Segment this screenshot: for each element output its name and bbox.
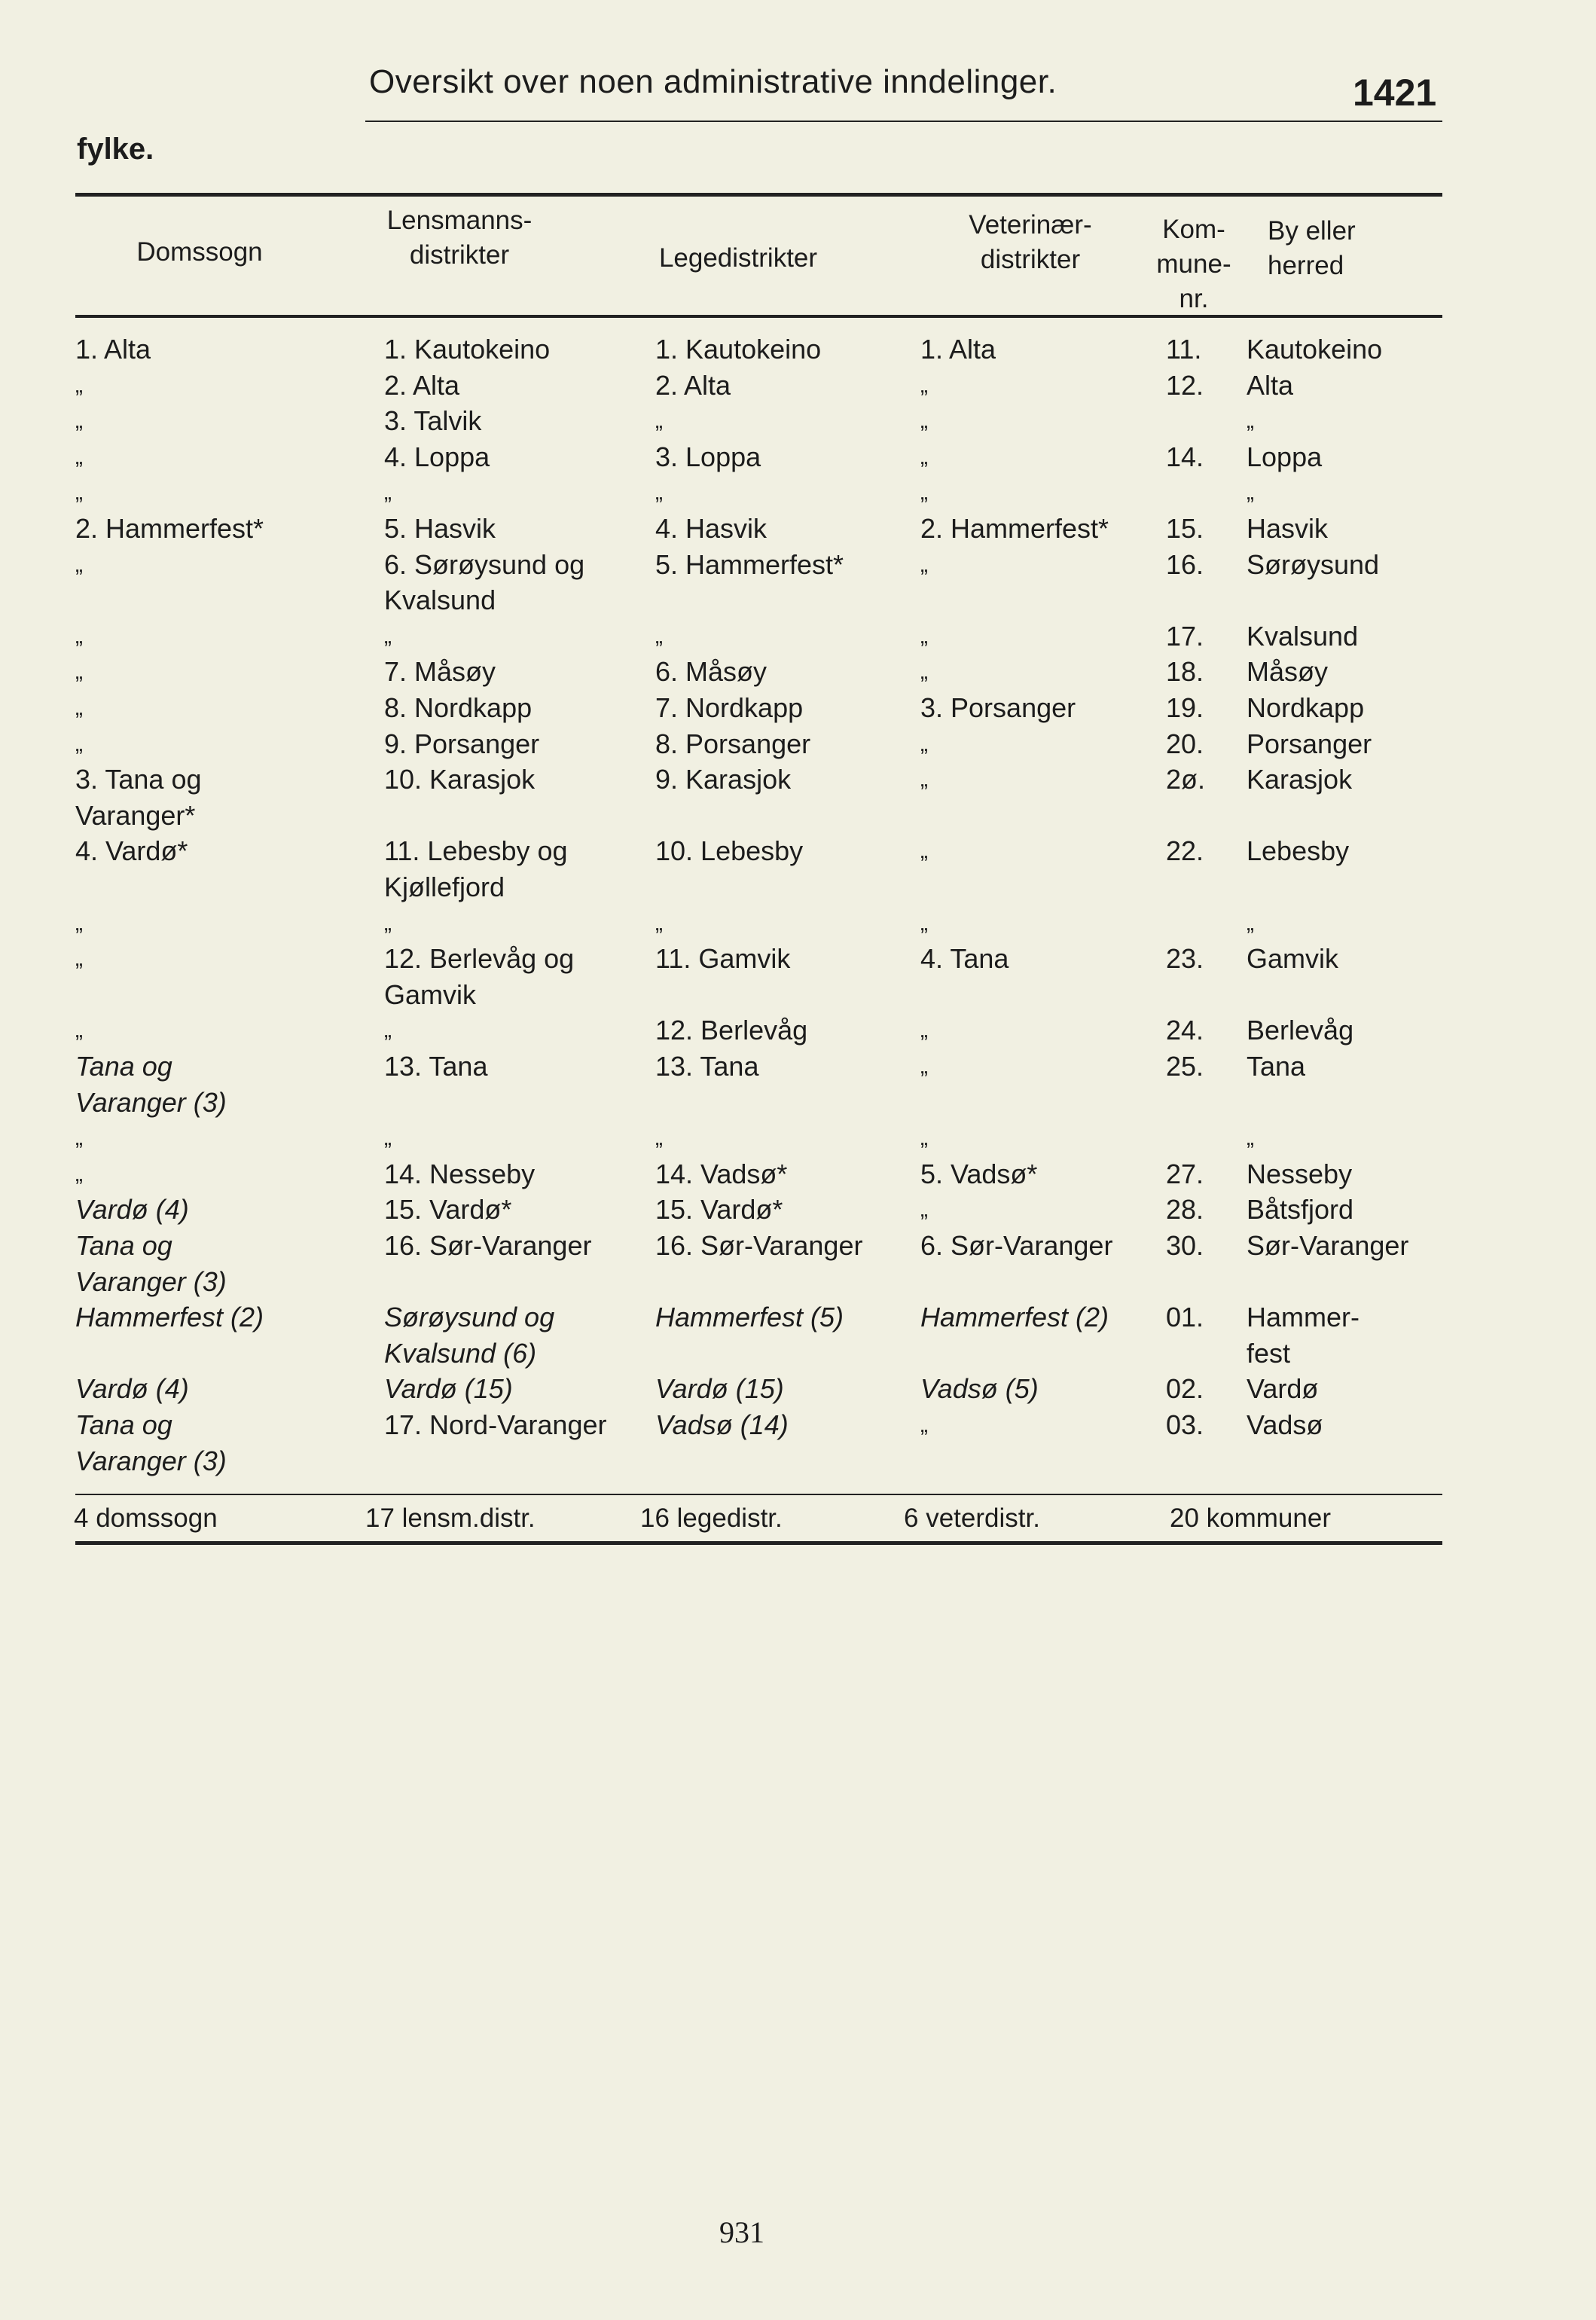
table-cell-domssogn: „ bbox=[75, 1018, 83, 1042]
table-cell-veterinaerdistrikt: „ bbox=[920, 911, 928, 936]
table-cell-legedistrikt: 9. Karasjok bbox=[655, 764, 792, 795]
table-cell-kommunenr: 11. bbox=[1166, 334, 1202, 365]
table-cell-lensmannsdistrikt: „ bbox=[384, 480, 392, 505]
table-cell-legedistrikt: 1. Kautokeino bbox=[655, 334, 822, 365]
table-cell-kommunenr: 20. bbox=[1166, 728, 1204, 759]
table-cell-by-eller-herred: Nesseby bbox=[1247, 1158, 1353, 1189]
table-cell-kommunenr: 03. bbox=[1166, 1409, 1204, 1440]
table-cell-domssogn: „ bbox=[75, 659, 83, 684]
table-cell-kommunenr: 19. bbox=[1166, 692, 1204, 723]
table-footer-rule bbox=[75, 1494, 1442, 1495]
table-cell-kommunenr: 24. bbox=[1166, 1015, 1204, 1046]
table-cell-domssogn: Vardø (4) bbox=[75, 1373, 189, 1404]
table-cell-by-eller-herred: Hammer- bbox=[1247, 1302, 1359, 1332]
table-cell-domssogn: Varanger (3) bbox=[75, 1266, 227, 1297]
table-cell-veterinaerdistrikt: „ bbox=[920, 1197, 928, 1222]
table-cell-domssogn: „ bbox=[75, 552, 83, 577]
table-cell-by-eller-herred: Måsøy bbox=[1247, 656, 1328, 687]
table-cell-lensmannsdistrikt: 6. Sørøysund og bbox=[384, 549, 585, 580]
table-cell-by-eller-herred: Karasjok bbox=[1247, 764, 1353, 795]
page-header-number: 1421 bbox=[1353, 72, 1437, 114]
column-header-by-eller-herred: By eller herred bbox=[1268, 216, 1356, 280]
table-cell-by-eller-herred: Vadsø bbox=[1247, 1409, 1323, 1440]
table-cell-by-eller-herred: Loppa bbox=[1247, 441, 1323, 472]
table-cell-lensmannsdistrikt: 12. Berlevåg og bbox=[384, 943, 575, 974]
table-cell-veterinaerdistrikt: 5. Vadsø* bbox=[920, 1158, 1038, 1189]
table-cell-legedistrikt: 3. Loppa bbox=[655, 441, 761, 472]
total-legedistrikter: 16 legedistr. bbox=[640, 1503, 783, 1533]
table-bottom-rule bbox=[75, 1541, 1442, 1545]
table-cell-lensmannsdistrikt: „ bbox=[384, 1018, 392, 1042]
table-cell-kommunenr: 25. bbox=[1166, 1051, 1204, 1082]
table-cell-veterinaerdistrikt: 3. Porsanger bbox=[920, 692, 1076, 723]
table-cell-by-eller-herred: Sør-Varanger bbox=[1247, 1230, 1409, 1261]
table-cell-lensmannsdistrikt: 14. Nesseby bbox=[384, 1158, 536, 1189]
table-cell-domssogn: 4. Vardø* bbox=[75, 835, 188, 866]
total-kommuner: 20 kommuner bbox=[1170, 1503, 1331, 1533]
table-cell-kommunenr: 27. bbox=[1166, 1158, 1204, 1189]
column-header-kommunenr: Kom- mune- nr. bbox=[1156, 215, 1231, 313]
table-cell-veterinaerdistrikt: „ bbox=[920, 1018, 928, 1042]
table-cell-veterinaerdistrikt: 2. Hammerfest* bbox=[920, 513, 1109, 544]
table-cell-veterinaerdistrikt: 6. Sør-Varanger bbox=[920, 1230, 1113, 1261]
table-cell-kommunenr: 15. bbox=[1166, 513, 1204, 544]
table-cell-veterinaerdistrikt: „ bbox=[920, 444, 928, 469]
total-veterinaerdistrikter: 6 veterdistr. bbox=[904, 1503, 1040, 1533]
table-cell-lensmannsdistrikt: 1. Kautokeino bbox=[384, 334, 551, 365]
table-cell-lensmannsdistrikt: 8. Nordkapp bbox=[384, 692, 533, 723]
table-cell-kommunenr: 01. bbox=[1166, 1302, 1204, 1332]
table-cell-domssogn: „ bbox=[75, 731, 83, 756]
table-cell-domssogn: Varanger* bbox=[75, 800, 196, 831]
table-cell-lensmannsdistrikt: Kjøllefjord bbox=[384, 872, 505, 902]
table-cell-lensmannsdistrikt: 4. Loppa bbox=[384, 441, 490, 472]
table-cell-lensmannsdistrikt: Kvalsund (6) bbox=[384, 1338, 537, 1369]
table-cell-kommunenr: 17. bbox=[1166, 621, 1204, 652]
table-cell-lensmannsdistrikt: 2. Alta bbox=[384, 370, 460, 401]
table-cell-by-eller-herred: „ bbox=[1247, 911, 1254, 936]
table-cell-legedistrikt: 15. Vardø* bbox=[655, 1194, 783, 1225]
table-cell-lensmannsdistrikt: 5. Hasvik bbox=[384, 513, 496, 544]
section-label: fylke. bbox=[77, 133, 154, 166]
table-cell-veterinaerdistrikt: „ bbox=[920, 373, 928, 398]
table-cell-legedistrikt: Vadsø (14) bbox=[655, 1409, 789, 1440]
table-cell-lensmannsdistrikt: „ bbox=[384, 911, 392, 936]
table-cell-by-eller-herred: Alta bbox=[1247, 370, 1294, 401]
table-cell-veterinaerdistrikt: „ bbox=[920, 1125, 928, 1150]
table-cell-legedistrikt: „ bbox=[655, 480, 663, 505]
table-cell-domssogn: „ bbox=[75, 408, 83, 433]
table-cell-legedistrikt: 13. Tana bbox=[655, 1051, 759, 1082]
table-cell-by-eller-herred: Vardø bbox=[1247, 1373, 1319, 1404]
table-cell-domssogn: 2. Hammerfest* bbox=[75, 513, 264, 544]
table-cell-veterinaerdistrikt: Vadsø (5) bbox=[920, 1373, 1039, 1404]
table-cell-by-eller-herred: Kautokeino bbox=[1247, 334, 1383, 365]
table-cell-kommunenr: 12. bbox=[1166, 370, 1204, 401]
table-cell-legedistrikt: „ bbox=[655, 1125, 663, 1150]
table-cell-lensmannsdistrikt: Vardø (15) bbox=[384, 1373, 513, 1404]
table-cell-kommunenr: 28. bbox=[1166, 1194, 1204, 1225]
table-cell-domssogn: „ bbox=[75, 1125, 83, 1150]
table-cell-veterinaerdistrikt: „ bbox=[920, 659, 928, 684]
table-cell-by-eller-herred: Lebesby bbox=[1247, 835, 1350, 866]
table-cell-lensmannsdistrikt: Kvalsund bbox=[384, 585, 496, 615]
table-cell-by-eller-herred: Gamvik bbox=[1247, 943, 1339, 974]
page-title: Oversikt over noen administrative inndelinger. bbox=[369, 63, 1057, 100]
table-cell-domssogn: 1. Alta bbox=[75, 334, 151, 365]
table-cell-lensmannsdistrikt: 11. Lebesby og bbox=[384, 835, 568, 866]
table-cell-domssogn: „ bbox=[75, 1162, 83, 1186]
column-header-veterinaerdistrikter: Veterinær- distrikter bbox=[969, 210, 1092, 274]
table-cell-veterinaerdistrikt: „ bbox=[920, 1054, 928, 1079]
table-cell-by-eller-herred: Kvalsund bbox=[1247, 621, 1359, 652]
table-cell-kommunenr: 16. bbox=[1166, 549, 1204, 580]
table-cell-legedistrikt: „ bbox=[655, 624, 663, 649]
table-cell-lensmannsdistrikt: 13. Tana bbox=[384, 1051, 488, 1082]
table-cell-by-eller-herred: „ bbox=[1247, 480, 1254, 505]
table-cell-lensmannsdistrikt: Sørøysund og bbox=[384, 1302, 555, 1332]
table-cell-legedistrikt: 6. Måsøy bbox=[655, 656, 767, 687]
table-cell-by-eller-herred: „ bbox=[1247, 408, 1254, 433]
table-cell-by-eller-herred: fest bbox=[1247, 1338, 1291, 1369]
table-cell-legedistrikt: 11. Gamvik bbox=[655, 943, 791, 974]
table-cell-legedistrikt: Hammerfest (5) bbox=[655, 1302, 844, 1332]
table-cell-domssogn: „ bbox=[75, 624, 83, 649]
table-cell-kommunenr: 02. bbox=[1166, 1373, 1204, 1404]
table-cell-domssogn: Varanger (3) bbox=[75, 1087, 227, 1118]
table-cell-domssogn: „ bbox=[75, 911, 83, 936]
table-cell-domssogn: „ bbox=[75, 444, 83, 469]
table-cell-legedistrikt: „ bbox=[655, 408, 663, 433]
table-cell-by-eller-herred: Tana bbox=[1247, 1051, 1306, 1082]
total-lensmannsdistrikter: 17 lensm.distr. bbox=[365, 1503, 536, 1533]
page-number: 931 bbox=[719, 2215, 764, 2249]
table-cell-domssogn: Tana og bbox=[75, 1051, 172, 1082]
table-cell-veterinaerdistrikt: „ bbox=[920, 838, 928, 863]
table-cell-by-eller-herred: Nordkapp bbox=[1247, 692, 1365, 723]
table-cell-by-eller-herred: Sørøysund bbox=[1247, 549, 1380, 580]
table-cell-lensmannsdistrikt: 10. Karasjok bbox=[384, 764, 536, 795]
column-header-legedistrikter: Legedistrikter bbox=[658, 243, 818, 273]
table-cell-kommunenr: 18. bbox=[1166, 656, 1204, 687]
table-cell-legedistrikt: 5. Hammerfest* bbox=[655, 549, 844, 580]
table-cell-legedistrikt: 4. Hasvik bbox=[655, 513, 767, 544]
table-cell-lensmannsdistrikt: 3. Talvik bbox=[384, 405, 482, 436]
column-header-lensmannsdistrikter: Lensmanns- distrikter bbox=[386, 206, 533, 270]
table-cell-kommunenr: 23. bbox=[1166, 943, 1204, 974]
table-cell-domssogn: „ bbox=[75, 695, 83, 720]
table-cell-veterinaerdistrikt: „ bbox=[920, 552, 928, 577]
table-cell-veterinaerdistrikt: 1. Alta bbox=[920, 334, 996, 365]
table-cell-legedistrikt: Vardø (15) bbox=[655, 1373, 784, 1404]
table-cell-by-eller-herred: Porsanger bbox=[1247, 728, 1372, 759]
table-cell-legedistrikt: 7. Nordkapp bbox=[655, 692, 804, 723]
table-cell-lensmannsdistrikt: Gamvik bbox=[384, 979, 477, 1010]
table-cell-domssogn: Varanger (3) bbox=[75, 1445, 227, 1476]
table-cell-legedistrikt: 10. Lebesby bbox=[655, 835, 804, 866]
table-cell-legedistrikt: 8. Porsanger bbox=[655, 728, 811, 759]
table-cell-veterinaerdistrikt: „ bbox=[920, 408, 928, 433]
table-cell-lensmannsdistrikt: „ bbox=[384, 1125, 392, 1150]
table-cell-by-eller-herred: Hasvik bbox=[1247, 513, 1329, 544]
table-cell-lensmannsdistrikt: 15. Vardø* bbox=[384, 1194, 512, 1225]
table-cell-kommunenr: 2ø. bbox=[1166, 764, 1206, 795]
table-cell-lensmannsdistrikt: 16. Sør-Varanger bbox=[384, 1230, 592, 1261]
table-cell-legedistrikt: 14. Vadsø* bbox=[655, 1158, 788, 1189]
table-cell-domssogn: 3. Tana og bbox=[75, 764, 202, 795]
table-cell-veterinaerdistrikt: 4. Tana bbox=[920, 943, 1009, 974]
table-cell-legedistrikt: „ bbox=[655, 911, 663, 936]
column-header-domssogn: Domssogn bbox=[136, 237, 263, 267]
table-cell-by-eller-herred: Båtsfjord bbox=[1247, 1194, 1354, 1225]
table-cell-domssogn: Tana og bbox=[75, 1230, 172, 1261]
table-cell-domssogn: „ bbox=[75, 946, 83, 971]
table-cell-kommunenr: 30. bbox=[1166, 1230, 1204, 1261]
table-cell-by-eller-herred: „ bbox=[1247, 1125, 1254, 1150]
table-cell-veterinaerdistrikt: Hammerfest (2) bbox=[920, 1302, 1109, 1332]
table-cell-legedistrikt: 2. Alta bbox=[655, 370, 731, 401]
table-cell-domssogn: „ bbox=[75, 373, 83, 398]
table-cell-legedistrikt: 16. Sør-Varanger bbox=[655, 1230, 863, 1261]
table-cell-veterinaerdistrikt: „ bbox=[920, 480, 928, 505]
table-cell-kommunenr: 22. bbox=[1166, 835, 1204, 866]
table-cell-domssogn: Hammerfest (2) bbox=[75, 1302, 264, 1332]
table-cell-lensmannsdistrikt: 9. Porsanger bbox=[384, 728, 540, 759]
table-cell-lensmannsdistrikt: 17. Nord-Varanger bbox=[384, 1409, 607, 1440]
table-cell-veterinaerdistrikt: „ bbox=[920, 731, 928, 756]
total-domssogn: 4 domssogn bbox=[74, 1503, 218, 1533]
table-cell-domssogn: Tana og bbox=[75, 1409, 172, 1440]
table-cell-veterinaerdistrikt: „ bbox=[920, 767, 928, 792]
table-cell-veterinaerdistrikt: „ bbox=[920, 624, 928, 649]
table-cell-by-eller-herred: Berlevåg bbox=[1247, 1015, 1354, 1046]
table-cell-kommunenr: 14. bbox=[1166, 441, 1204, 472]
table-cell-domssogn: „ bbox=[75, 480, 83, 505]
table-cell-lensmannsdistrikt: 7. Måsøy bbox=[384, 656, 496, 687]
table-cell-domssogn: Vardø (4) bbox=[75, 1194, 189, 1225]
table-cell-veterinaerdistrikt: „ bbox=[920, 1412, 928, 1437]
table-cell-lensmannsdistrikt: „ bbox=[384, 624, 392, 649]
table-cell-legedistrikt: 12. Berlevåg bbox=[655, 1015, 808, 1046]
